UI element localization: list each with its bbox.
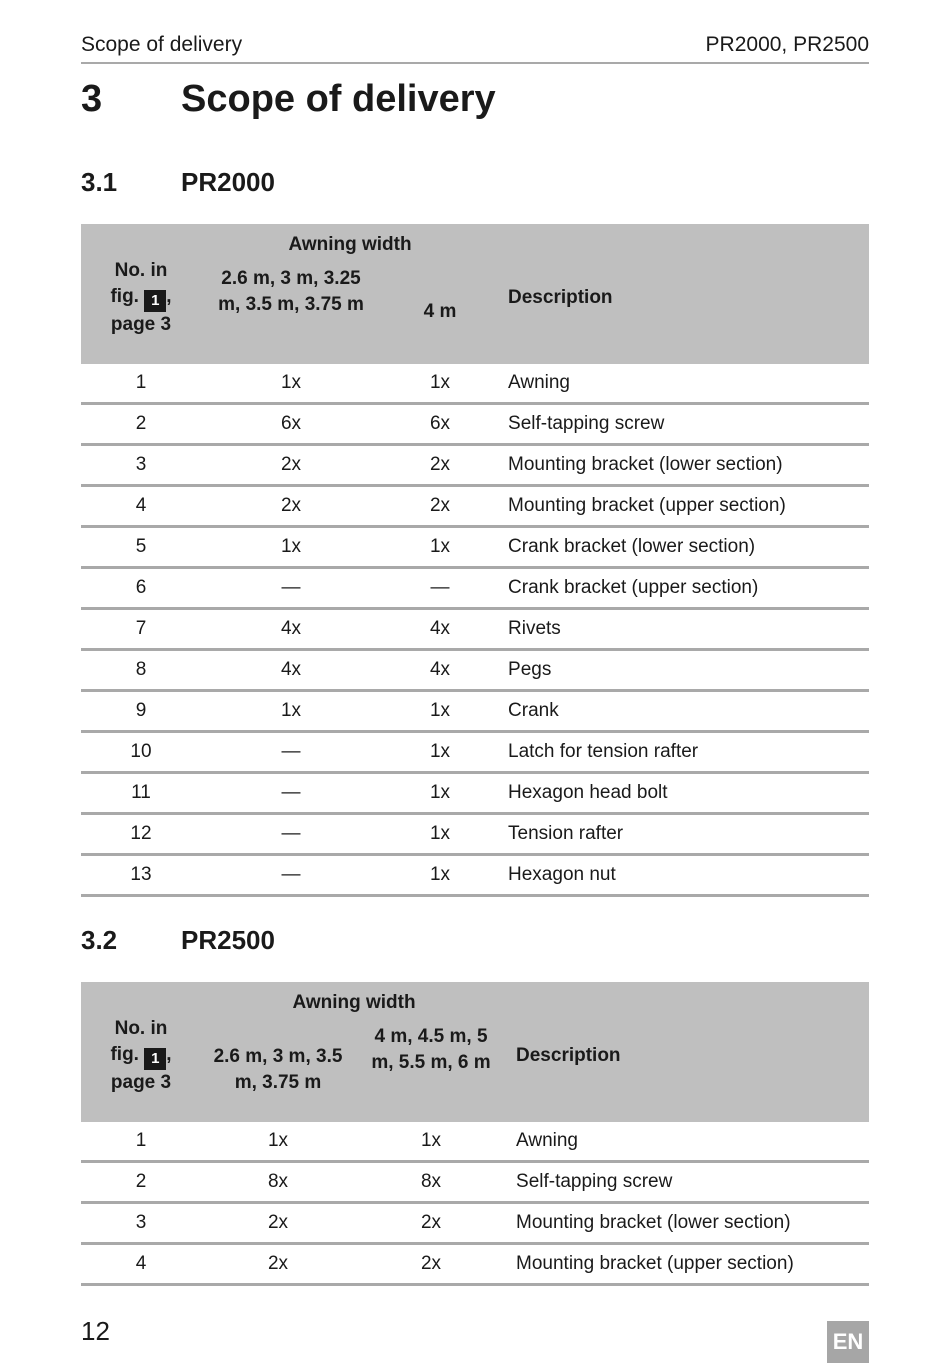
section-heading-pr2000 <box>81 166 481 198</box>
table-row <box>81 732 869 773</box>
scope-table-pr2500 <box>81 982 869 1286</box>
cell-qty-2: — <box>381 568 499 609</box>
cell-qty-2: 1x <box>381 691 499 732</box>
cell-description: Mounting bracket (upper section) <box>507 1244 869 1285</box>
column-header-description: Description <box>507 982 869 1122</box>
cell-qty-1: 2x <box>201 1244 355 1285</box>
cell-description: Mounting bracket (lower section) <box>507 1203 869 1244</box>
cell-qty-2: 1x <box>381 732 499 773</box>
table-row <box>81 773 869 814</box>
cell-no: 2 <box>81 404 201 445</box>
cell-description: Awning <box>507 1122 869 1162</box>
column-header-no-fig: fig. <box>110 1044 139 1065</box>
section-title: PR2000 <box>181 167 275 197</box>
scope-table-pr2000 <box>81 224 869 897</box>
column-header-width-1: 2.6 m, 3 m, 3.5 m, 3.75 m <box>201 1018 355 1122</box>
cell-no: 5 <box>81 527 201 568</box>
table-row <box>81 814 869 855</box>
group-header-awning-width: Awning width <box>201 982 507 1018</box>
cell-qty-2: 2x <box>381 486 499 527</box>
cell-qty-2: 1x <box>355 1122 507 1162</box>
table-row <box>81 1203 869 1244</box>
running-header-left: Scope of delivery <box>81 33 243 56</box>
cell-qty-1: — <box>201 855 381 896</box>
cell-description: Latch for tension rafter <box>499 732 869 773</box>
cell-description: Mounting bracket (lower section) <box>499 445 869 486</box>
cell-no: 12 <box>81 814 201 855</box>
cell-no: 9 <box>81 691 201 732</box>
section-number: 3.1 <box>81 167 118 197</box>
table-header-row <box>81 982 869 1018</box>
chapter-title: Scope of delivery <box>181 78 496 120</box>
column-header-no <box>81 224 201 364</box>
cell-no: 1 <box>81 364 201 404</box>
column-header-no-comma: , <box>166 286 172 307</box>
group-header-awning-width: Awning width <box>201 224 499 260</box>
running-header <box>81 31 869 64</box>
table-row <box>81 404 869 445</box>
chapter-number: 3 <box>81 78 103 120</box>
cell-description: Crank bracket (upper section) <box>499 568 869 609</box>
cell-description: Crank bracket (lower section) <box>499 527 869 568</box>
cell-no: 6 <box>81 568 201 609</box>
cell-no: 11 <box>81 773 201 814</box>
cell-qty-1: 1x <box>201 364 381 404</box>
cell-qty-1: 1x <box>201 527 381 568</box>
table-row <box>81 691 869 732</box>
cell-description: Pegs <box>499 650 869 691</box>
table-row <box>81 568 869 609</box>
column-header-no-page: page 3 <box>110 314 172 335</box>
page-number: 12 <box>81 1316 110 1346</box>
cell-qty-1: 6x <box>201 404 381 445</box>
cell-qty-2: 1x <box>381 364 499 404</box>
cell-no: 13 <box>81 855 201 896</box>
cell-no: 1 <box>81 1122 201 1162</box>
cell-no: 10 <box>81 732 201 773</box>
column-header-width-2: 4 m, 4.5 m, 5 m, 5.5 m, 6 m <box>355 1018 507 1122</box>
figure-reference-badge: 1 <box>144 1048 166 1070</box>
cell-description: Awning <box>499 364 869 404</box>
cell-description: Crank <box>499 691 869 732</box>
cell-description: Hexagon head bolt <box>499 773 869 814</box>
table-row <box>81 1162 869 1203</box>
table-row <box>81 855 869 896</box>
column-header-description: Description <box>499 224 869 364</box>
column-header-no-fig: fig. <box>110 286 139 307</box>
cell-qty-1: — <box>201 732 381 773</box>
cell-qty-2: 1x <box>381 814 499 855</box>
language-badge: EN <box>827 1321 869 1363</box>
cell-no: 3 <box>81 445 201 486</box>
cell-qty-1: 2x <box>201 486 381 527</box>
cell-qty-2: 2x <box>381 445 499 486</box>
cell-qty-1: 1x <box>201 691 381 732</box>
cell-qty-1: 4x <box>201 650 381 691</box>
cell-qty-1: — <box>201 568 381 609</box>
column-header-no-line1: No. in <box>114 260 168 281</box>
cell-qty-1: 2x <box>201 1203 355 1244</box>
cell-description: Hexagon nut <box>499 855 869 896</box>
cell-no: 4 <box>81 486 201 527</box>
cell-qty-1: — <box>201 773 381 814</box>
table-row <box>81 445 869 486</box>
cell-no: 8 <box>81 650 201 691</box>
cell-description: Self-tapping screw <box>499 404 869 445</box>
section-number: 3.2 <box>81 925 118 955</box>
cell-qty-2: 6x <box>381 404 499 445</box>
cell-qty-2: 8x <box>355 1162 507 1203</box>
cell-qty-2: 2x <box>355 1203 507 1244</box>
cell-qty-2: 1x <box>381 773 499 814</box>
table-header-row <box>81 224 869 260</box>
cell-no: 7 <box>81 609 201 650</box>
cell-qty-2: 4x <box>381 650 499 691</box>
column-header-no-page: page 3 <box>110 1072 172 1093</box>
column-header-width-2: 4 m <box>381 260 499 364</box>
cell-description: Self-tapping screw <box>507 1162 869 1203</box>
cell-qty-1: 2x <box>201 445 381 486</box>
column-header-width-1: 2.6 m, 3 m, 3.25 m, 3.5 m, 3.75 m <box>201 260 381 364</box>
table-row <box>81 650 869 691</box>
cell-no: 2 <box>81 1162 201 1203</box>
cell-qty-1: 8x <box>201 1162 355 1203</box>
table-row <box>81 527 869 568</box>
column-header-no-comma: , <box>166 1044 172 1065</box>
section-heading-pr2500 <box>81 924 481 956</box>
cell-no: 3 <box>81 1203 201 1244</box>
cell-description: Mounting bracket (upper section) <box>499 486 869 527</box>
cell-qty-1: 4x <box>201 609 381 650</box>
column-header-no-line1: No. in <box>114 1018 168 1039</box>
running-header-right: PR2000, PR2500 <box>705 33 869 56</box>
figure-reference-badge: 1 <box>144 290 166 312</box>
cell-qty-2: 4x <box>381 609 499 650</box>
cell-no: 4 <box>81 1244 201 1285</box>
cell-qty-2: 1x <box>381 855 499 896</box>
table-row <box>81 486 869 527</box>
cell-qty-2: 1x <box>381 527 499 568</box>
table-row <box>81 1244 869 1285</box>
table-row <box>81 1122 869 1162</box>
cell-description: Rivets <box>499 609 869 650</box>
section-title: PR2500 <box>181 925 275 955</box>
cell-qty-1: — <box>201 814 381 855</box>
table-row <box>81 364 869 404</box>
cell-qty-2: 2x <box>355 1244 507 1285</box>
cell-description: Tension rafter <box>499 814 869 855</box>
column-header-no <box>81 982 201 1122</box>
cell-qty-1: 1x <box>201 1122 355 1162</box>
table-row <box>81 609 869 650</box>
